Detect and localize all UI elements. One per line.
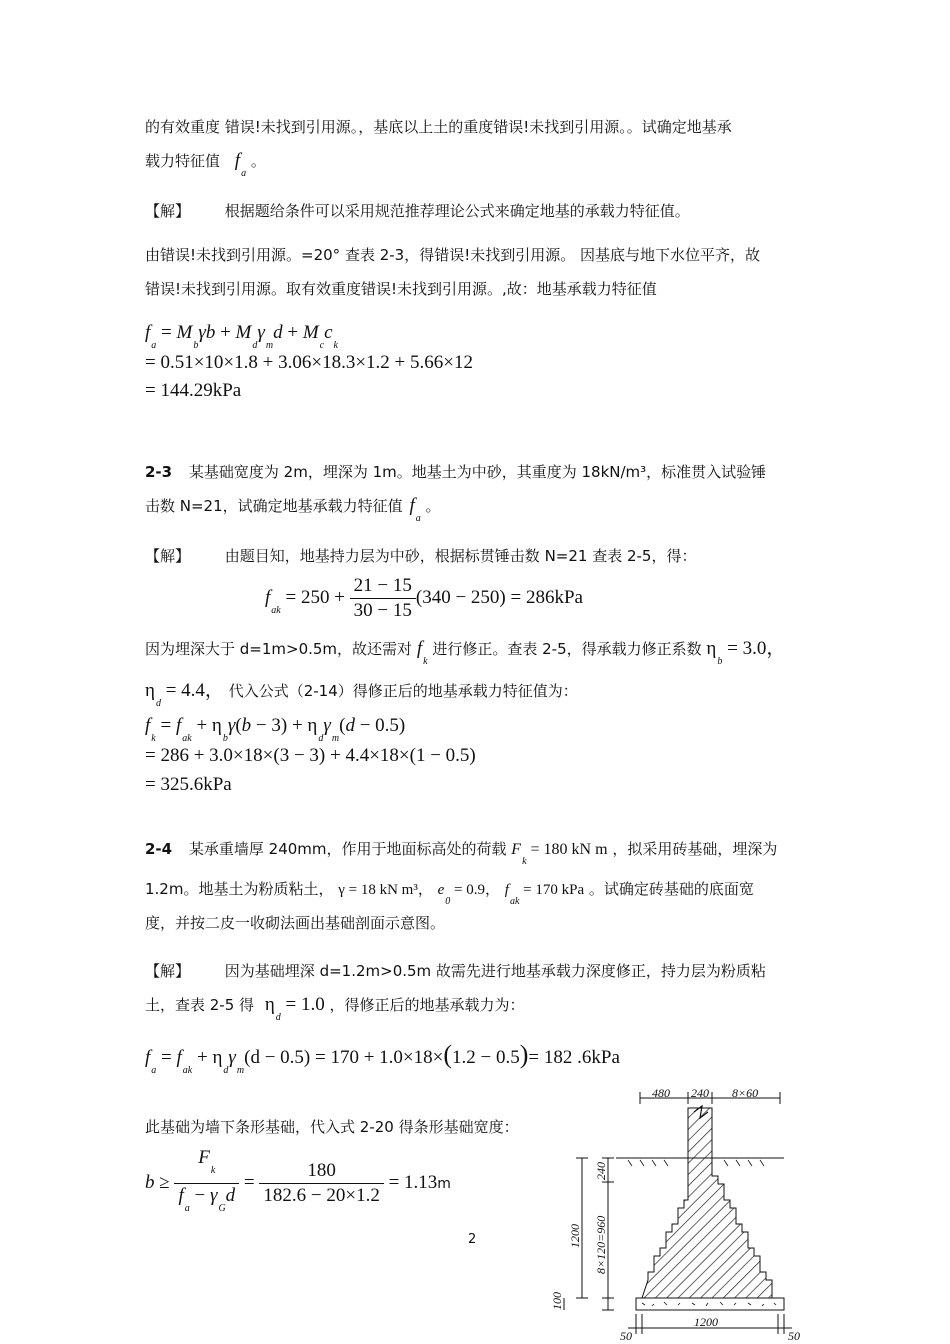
text: = 182 .6kPa bbox=[528, 1047, 620, 1068]
text: 因为埋深大于 d=1m>0.5m，故还需对 bbox=[145, 640, 413, 658]
equation-3-line3: = 325.6kPa bbox=[145, 774, 232, 795]
text: (d − 0.5) = 170 + 1.0×18× bbox=[244, 1047, 444, 1068]
problem-number: 2-4 bbox=[145, 840, 173, 858]
problem-text: 1.2m。地基土为粉质粘土， bbox=[145, 880, 334, 898]
solution-line: 土，查表 2-5 得 $\eta_d = 1.0$ ，得修正后的地基承载力为： bbox=[145, 994, 525, 1023]
text: 。 bbox=[425, 497, 441, 515]
equation-5: b ≥ $\frac{F_k}{f_a - \gamma_Gd}$ = $\frac{180}{182.6 - 20\times 1.2}$ = 1.13m bbox=[145, 1147, 451, 1214]
dim-top-mid: 240 bbox=[691, 1088, 709, 1100]
text: 进行修正。查表 2-5，得承载力修正系数 bbox=[432, 640, 702, 658]
equation-3-line1: $f_k = f_{ak} + \eta_b\gamma(b - 3) + \eta_d\gamma_m(d - 0.5)$ bbox=[145, 715, 406, 744]
solution-text: 根据题给条件可以采用规范推荐理论公式来确定地基的承载力特征值。 bbox=[224, 202, 690, 220]
problem-line: 2-4 某承重墙厚 240mm，作用于地面标高处的荷载 $F_k = 180$ kN m ，拟采用砖基础，埋深为 bbox=[145, 840, 778, 867]
paragraph-line: 错误!未找到引用源。取有效重度错误!未找到引用源。,故：地基承载力特征值 bbox=[145, 280, 657, 298]
text: = 3.0， bbox=[727, 638, 786, 659]
brick-foundation-section-figure bbox=[548, 1088, 810, 1344]
dim-bottom-mid: 1200 bbox=[694, 1315, 718, 1329]
fraction-numerator: 180 bbox=[259, 1159, 383, 1184]
equation-2: $f_{ak} = 250$ + $\frac{21 - 15}{30 - 15}$ (340 − 250) = 286kPa bbox=[265, 575, 583, 621]
solution-line bbox=[145, 541, 696, 571]
paragraph-line: 因为埋深大于 d=1m>0.5m，故还需对 $f_k$ 进行修正。查表 2-5，得承载力修正系数 $\eta_b = 3.0$， bbox=[145, 638, 786, 667]
problem-text: 。试确定砖基础的底面宽 bbox=[588, 880, 754, 898]
text: 代入公式（2-14）得修正后的地基承载力特征值为： bbox=[228, 682, 578, 700]
dim-top-right: 8×60 bbox=[732, 1088, 759, 1100]
paragraph-line: 载力特征值 $f_a$ 。 bbox=[145, 150, 266, 179]
fraction-denominator: 30 − 15 bbox=[353, 600, 412, 621]
text: = 4.4， bbox=[165, 680, 224, 701]
paragraph-line: 此基础为墙下条形基础，代入式 2-20 得条形基础宽度： bbox=[145, 1118, 519, 1136]
problem-line: 1.2m。地基土为粉质粘土， γ = 18 kN m³， $e_0 = 0.9$， $f_{ak} = 170$ kPa 。试确定砖基础的底面宽 bbox=[145, 880, 754, 907]
dim-left-steps: 8×120=960 bbox=[594, 1215, 608, 1274]
paragraph-line: $\eta_d = 4.4$， 代入公式（2-14）得修正后的地基承载力特征值为： bbox=[145, 680, 578, 709]
solution-line bbox=[145, 196, 690, 226]
problem-line: 度，并按二皮一收砌法画出基础剖面示意图。 bbox=[145, 914, 446, 932]
dim-left-100: 100 bbox=[550, 1292, 564, 1310]
problem-text: 某承重墙厚 240mm，作用于地面标高处的荷载 bbox=[188, 840, 507, 858]
text: = 180 kN m bbox=[530, 841, 608, 858]
equation-3-line2: = 286 + 3.0×18×(3 − 3) + 4.4×18×(1 − 0.5) bbox=[145, 745, 476, 766]
paragraph-line: 的有效重度 错误!未找到引用源。，基底以上土的重度错误!未找到引用源。。试确定地基承 bbox=[145, 118, 732, 136]
text: 载力特征值 bbox=[145, 152, 221, 170]
problem-line: 击数 N=21，试确定地基承载力特征值 $f_a$ 。 bbox=[145, 495, 441, 524]
text: 1.2 − 0.5 bbox=[452, 1047, 520, 1068]
solution-text: 由题目知，地基持力层为中砂，根据标贯锤击数 N=21 查表 2-5，得： bbox=[224, 547, 697, 565]
unit: m bbox=[437, 1175, 451, 1192]
text: γ = 18 kN m³ bbox=[338, 882, 418, 898]
solution-label: 【解】 bbox=[145, 962, 191, 980]
problem-line bbox=[145, 457, 766, 487]
text: = 170 kPa bbox=[523, 882, 585, 898]
problem-text: ，拟采用砖基础，埋深为 bbox=[612, 840, 778, 858]
text: = 1.13 bbox=[388, 1171, 438, 1193]
dim-bottom-left: 50 bbox=[620, 1329, 632, 1343]
dim-left-240: 240 bbox=[594, 1162, 608, 1180]
equation-4: $f_a = f_{ak} + \eta_d\gamma_m(d - 0.5) = 170 + 1.0\times 18\times(1.2 - 0.5)= 182$ .6kPa bbox=[145, 1040, 620, 1076]
fraction-numerator: 21 − 15 bbox=[350, 574, 416, 599]
text: = 1.0 bbox=[285, 994, 325, 1015]
text: 。 bbox=[250, 152, 266, 170]
fraction-denominator: 182.6 − 20×1.2 bbox=[263, 1185, 380, 1206]
dim-bottom-right: 50 bbox=[788, 1329, 800, 1343]
equation-1-line1: $f_a = M_b\gamma b + M_d\gamma_md + M_cc_k$ bbox=[145, 322, 338, 351]
problem-text: 某基础宽度为 2m，埋深为 1m。地基土为中砂，其重度为 18kN/m³，标准贯入试验锤 bbox=[188, 463, 767, 481]
equation-1-line2: = 0.51×10×1.8 + 3.06×18.3×1.2 + 5.66×12 bbox=[145, 352, 473, 373]
equation-1-line3: = 144.29kPa bbox=[145, 380, 242, 401]
equation-tail: (340 − 250) = 286kPa bbox=[415, 586, 583, 608]
paragraph-line: 由错误!未找到引用源。=20° 查表 2-3，得错误!未找到引用源。 因基底与地下水位平齐，故 bbox=[145, 246, 760, 264]
solution-label: 【解】 bbox=[145, 547, 191, 565]
text: 土，查表 2-5 得 bbox=[145, 996, 255, 1014]
solution-label: 【解】 bbox=[145, 202, 191, 220]
solution-text: 因为基础埋深 d=1.2m>0.5m 故需先进行地基承载力深度修正，持力层为粉质粘 bbox=[224, 962, 766, 980]
problem-number: 2-3 bbox=[145, 463, 173, 481]
solution-line bbox=[145, 956, 766, 986]
text: = 0.9 bbox=[454, 882, 486, 898]
text: ，得修正后的地基承载力为： bbox=[329, 996, 525, 1014]
problem-text: 击数 N=21，试确定地基承载力特征值 bbox=[145, 497, 403, 515]
page-number: 2 bbox=[468, 1232, 477, 1247]
dim-left-1200: 1200 bbox=[568, 1224, 582, 1248]
dim-top-left: 480 bbox=[652, 1088, 670, 1100]
